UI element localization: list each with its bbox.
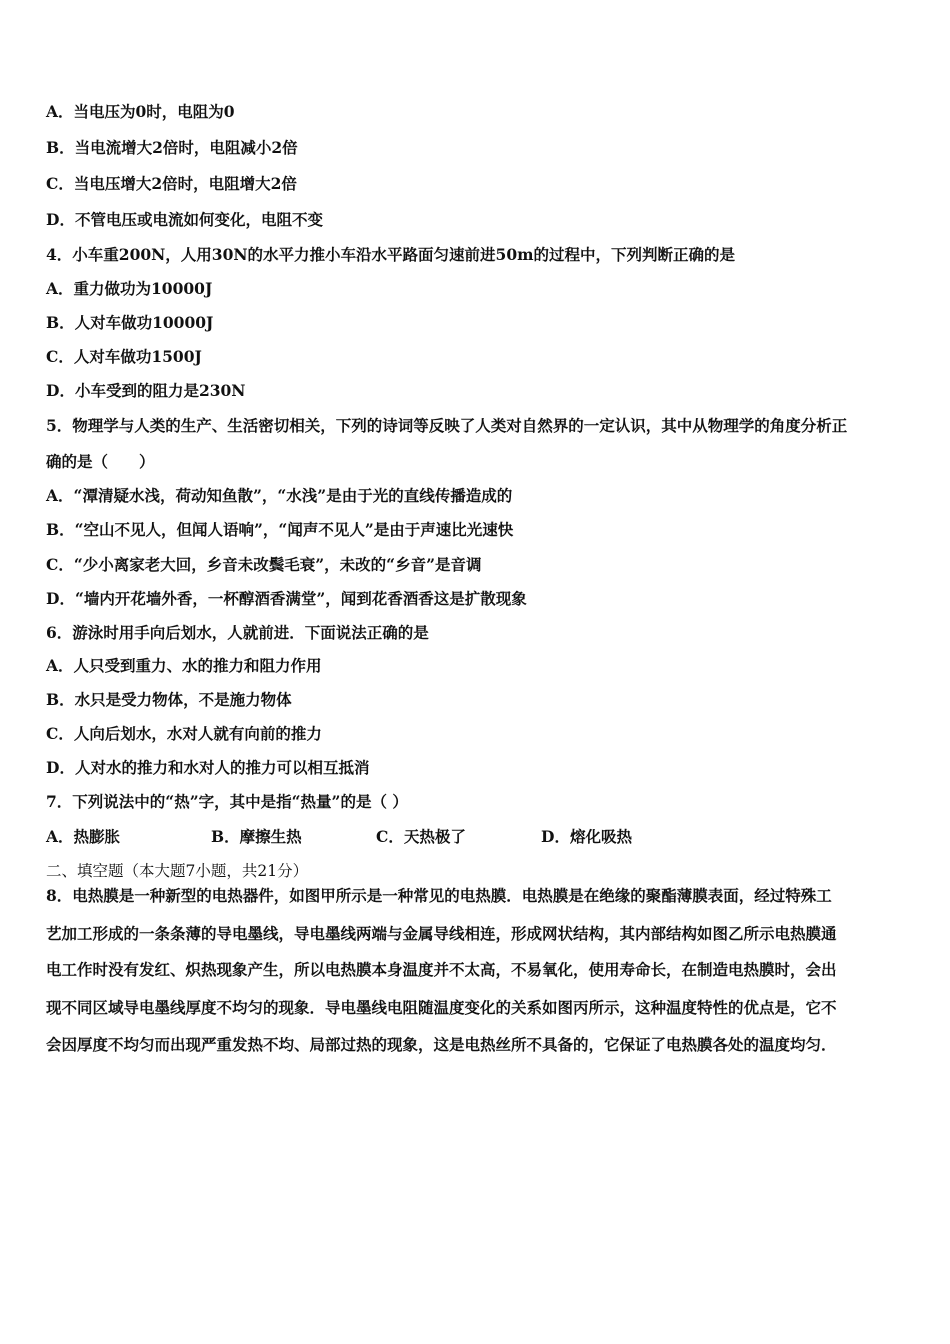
q6-option-d: D．人对水的推力和水对人的推力可以相互抵消 xyxy=(46,758,370,777)
q3-option-c: C．当电压增大2倍时，电阻增大2倍 xyxy=(46,174,297,193)
q7-option-c: C．天热极了 xyxy=(376,827,466,846)
q6-option-a: A．人只受到重力、水的推力和阻力作用 xyxy=(46,656,322,675)
q4-option-d: D．小车受到的阻力是230N xyxy=(46,381,246,400)
q4-stem: 4．小车重200N，人用30N的水平力推小车沿水平路面匀速前进50m的过程中，下列判断正确的是 xyxy=(46,245,736,264)
q5-stem-line2: 确的是（ ） xyxy=(46,452,155,471)
q8-line: 现不同区域导电墨线厚度不均匀的现象．导电墨线电阻随温度变化的关系如图丙所示，这种温度特性的优点是，它不 xyxy=(46,998,837,1017)
q8-line: 会因厚度不均匀而出现严重发热不均、局部过热的现象，这是电热丝所不具备的，它保证了电热膜各处的温度均匀． xyxy=(46,1035,837,1054)
q3-option-a: A．当电压为0时，电阻为0 xyxy=(46,102,235,121)
section-heading: 二、填空题（本大题7小题，共21分） xyxy=(46,862,309,880)
q5-option-c: C．“少小离家老大回，乡音未改鬓毛衰”，未改的“乡音”是音调 xyxy=(46,555,482,574)
q7-option-a: A．热膨胀 xyxy=(46,827,121,846)
q3-option-d: D．不管电压或电流如何变化，电阻不变 xyxy=(46,210,323,229)
q6-stem: 6．游泳时用手向后划水，人就前进．下面说法正确的是 xyxy=(46,623,429,642)
q8-line: 电工作时没有发红、炽热现象产生，所以电热膜本身温度并不太高，不易氧化，使用寿命长，在制造电热膜时，会出 xyxy=(46,960,837,979)
q7-option-b: B．摩擦生热 xyxy=(211,827,302,846)
q4-option-c: C．人对车做功1500J xyxy=(46,347,202,366)
q4-option-a: A．重力做功为10000J xyxy=(46,279,213,298)
q5-option-a: A．“潭清疑水浅，荷动知鱼散”，“水浅”是由于光的直线传播造成的 xyxy=(46,486,513,505)
q8-line: 艺加工形成的一条条薄的导电墨线，导电墨线两端与金属导线相连，形成网状结构，其内部结构如图乙所示电热膜通 xyxy=(46,924,837,943)
q7-stem: 7．下列说法中的“热”字，其中是指“热量”的是（ ） xyxy=(46,792,408,811)
q5-option-b: B．“空山不见人，但闻人语响”，“闻声不见人”是由于声速比光速快 xyxy=(46,520,514,539)
q8-line: 8．电热膜是一种新型的电热器件，如图甲所示是一种常见的电热膜．电热膜是在绝缘的聚酯薄膜表面，经过特殊工 xyxy=(46,886,832,905)
q6-option-c: C．人向后划水，水对人就有向前的推力 xyxy=(46,724,322,743)
q3-option-b: B．当电流增大2倍时，电阻减小2倍 xyxy=(46,138,298,157)
q4-option-b: B．人对车做功10000J xyxy=(46,313,214,332)
q5-stem-line1: 5．物理学与人类的生产、生活密切相关，下列的诗词等反映了人类对自然界的一定认识，其中从物理学的角度分析正 xyxy=(46,416,848,435)
q5-option-d: D．“墙内开花墙外香，一杯醇酒香满堂”，闻到花香酒香这是扩散现象 xyxy=(46,589,527,608)
q7-option-d: D．熔化吸热 xyxy=(541,827,632,846)
q6-option-b: B．水只是受力物体，不是施力物体 xyxy=(46,690,292,709)
